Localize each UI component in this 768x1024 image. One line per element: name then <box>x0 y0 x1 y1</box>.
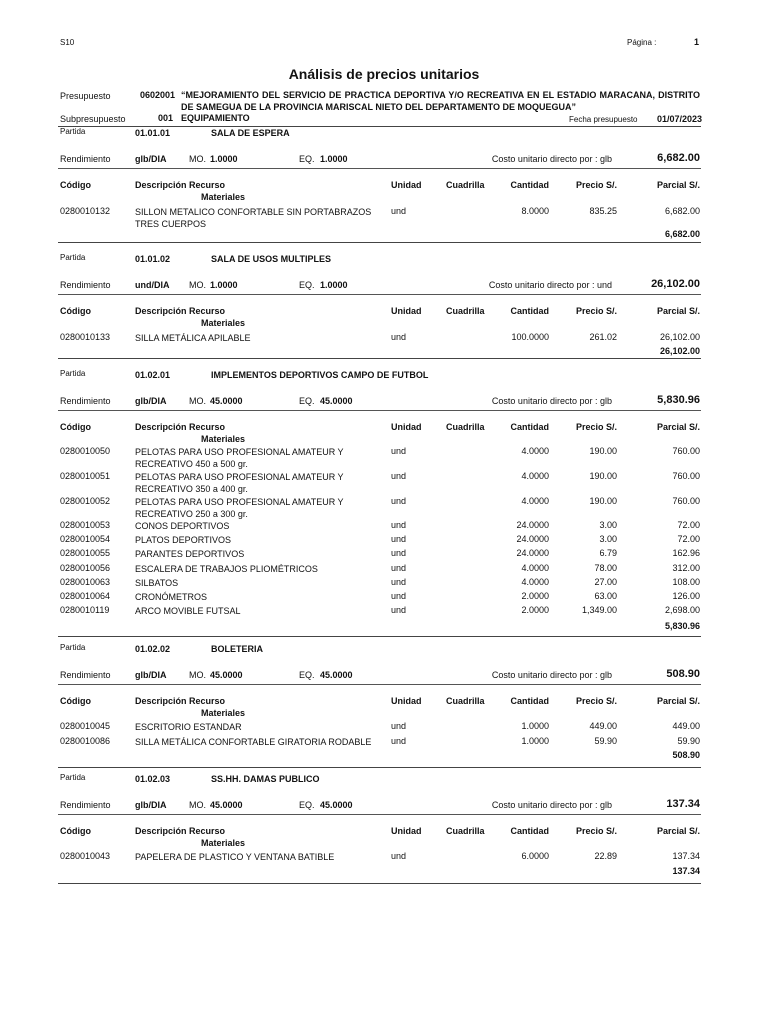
item-quantity: 4.0000 <box>521 577 549 587</box>
rendimiento-divider <box>58 814 701 815</box>
item-quantity: 1.0000 <box>521 721 549 731</box>
partida-label: Partida <box>60 127 86 136</box>
eq-value: 1.0000 <box>320 280 348 290</box>
cost-value: 6,682.00 <box>657 152 700 164</box>
col-precio: Precio S/. <box>575 826 617 836</box>
partida-divider <box>58 883 701 884</box>
col-parcial: Parcial S/. <box>656 422 700 432</box>
item-unit: und <box>391 605 407 615</box>
rendimiento-unit: glb/DIA <box>135 396 167 406</box>
fecha-label: Fecha presupuesto <box>569 115 638 124</box>
col-cantidad: Cantidad <box>510 826 549 836</box>
item-code: 0280010054 <box>60 534 111 544</box>
partida-divider <box>58 636 701 637</box>
page-title: Análisis de precios unitarios <box>288 66 480 82</box>
item-quantity: 4.0000 <box>521 496 549 506</box>
partida-code: 01.01.01 <box>135 128 171 138</box>
col-descripcion: Descripción Recurso <box>135 306 226 316</box>
mo-label: MO. <box>189 280 206 290</box>
partida-divider <box>58 767 701 768</box>
item-description: PELOTAS PARA USO PROFESIONAL AMATEUR Y RECREATIVO 250 a 300 gr. <box>135 497 344 519</box>
item-partial: 312.00 <box>672 563 700 573</box>
item-description: SILBATOS <box>135 578 179 588</box>
col-descripcion: Descripción Recurso <box>135 422 226 432</box>
item-description: ARCO MOVIBLE FUTSAL <box>135 606 241 616</box>
item-unit: und <box>391 206 407 216</box>
item-unit: und <box>391 563 407 573</box>
item-quantity: 100.0000 <box>511 332 549 342</box>
item-partial: 26,102.00 <box>659 332 700 342</box>
cost-label: Costo unitario directo por : glb <box>491 396 612 406</box>
item-code: 0280010063 <box>60 577 111 587</box>
item-code: 0280010050 <box>60 446 111 456</box>
rendimiento-unit: glb/DIA <box>135 154 167 164</box>
item-unit: und <box>391 534 407 544</box>
report-code: S10 <box>60 38 75 47</box>
mo-label: MO. <box>189 396 206 406</box>
item-description: CONOS DEPORTIVOS <box>135 521 230 531</box>
cost-label: Costo unitario directo por : glb <box>491 154 612 164</box>
col-unidad: Unidad <box>391 422 422 432</box>
partida-divider <box>58 358 701 359</box>
col-cantidad: Cantidad <box>510 422 549 432</box>
eq-label: EQ. <box>299 154 315 164</box>
item-price: 190.00 <box>589 471 617 481</box>
item-price: 3.00 <box>599 520 617 530</box>
partida-code: 01.02.01 <box>135 370 171 380</box>
cost-value: 26,102.00 <box>651 278 700 290</box>
partida-label: Partida <box>60 253 86 262</box>
item-unit: und <box>391 471 407 481</box>
item-partial: 72.00 <box>677 534 700 544</box>
item-partial: 126.00 <box>672 591 700 601</box>
item-code: 0280010055 <box>60 548 111 558</box>
rendimiento-unit: glb/DIA <box>135 800 167 810</box>
cost-value: 5,830.96 <box>657 394 700 406</box>
header-divider <box>58 126 701 127</box>
presupuesto-description: “MEJORAMIENTO DEL SERVICIO DE PRACTICA DEPORTIVA Y/O RECREATIVA EN EL ESTADIO MARACANA, DISTRITO DE SAMEGUA DE LA PROVINCIA MARISCAL NIETO DEL DEPARTAMENTO DE MOQUEGUA” <box>181 90 700 112</box>
subtotal-value: 6,682.00 <box>664 229 700 239</box>
mo-label: MO. <box>189 800 206 810</box>
item-unit: und <box>391 496 407 506</box>
item-description: SILLA METÁLICA APILABLE <box>135 333 251 343</box>
partida-label: Partida <box>60 773 86 782</box>
partida-divider <box>58 242 701 243</box>
item-unit: und <box>391 548 407 558</box>
item-price: 78.00 <box>594 563 617 573</box>
rendimiento-label: Rendimiento <box>60 800 111 810</box>
item-partial: 72.00 <box>677 520 700 530</box>
subpresupuesto-code: 001 <box>158 113 174 123</box>
item-quantity: 2.0000 <box>521 591 549 601</box>
presupuesto-code: 0602001 <box>140 90 176 100</box>
partida-code: 01.02.02 <box>135 644 171 654</box>
item-description: PLATOS DEPORTIVOS <box>135 535 232 545</box>
item-unit: und <box>391 577 407 587</box>
page-number: 1 <box>694 37 700 47</box>
cost-label: Costo unitario directo por : glb <box>491 800 612 810</box>
presupuesto-label: Presupuesto <box>60 91 111 101</box>
item-price: 59.90 <box>594 736 617 746</box>
item-quantity: 8.0000 <box>521 206 549 216</box>
mo-value: 45.0000 <box>210 396 243 406</box>
mo-value: 45.0000 <box>210 800 243 810</box>
col-unidad: Unidad <box>391 180 422 190</box>
col-precio: Precio S/. <box>575 306 617 316</box>
col-cantidad: Cantidad <box>510 180 549 190</box>
col-cantidad: Cantidad <box>510 696 549 706</box>
partida-name: IMPLEMENTOS DEPORTIVOS CAMPO DE FUTBOL <box>211 370 429 380</box>
cost-label: Costo unitario directo por : glb <box>491 670 612 680</box>
col-precio: Precio S/. <box>575 696 617 706</box>
item-price: 835.25 <box>589 206 617 216</box>
materiales-label: Materiales <box>201 192 246 202</box>
item-unit: und <box>391 520 407 530</box>
col-codigo: Código <box>60 422 91 432</box>
materiales-label: Materiales <box>201 838 246 848</box>
subtotal-value: 137.34 <box>672 866 700 876</box>
col-codigo: Código <box>60 306 91 316</box>
mo-label: MO. <box>189 670 206 680</box>
item-price: 190.00 <box>589 446 617 456</box>
item-partial: 760.00 <box>672 496 700 506</box>
item-quantity: 24.0000 <box>516 534 549 544</box>
item-partial: 6,682.00 <box>664 206 700 216</box>
item-description: PELOTAS PARA USO PROFESIONAL AMATEUR Y RECREATIVO 450 a 500 gr. <box>135 447 344 469</box>
col-unidad: Unidad <box>391 306 422 316</box>
materiales-label: Materiales <box>201 434 246 444</box>
partida-name: BOLETERIA <box>211 644 264 654</box>
item-quantity: 24.0000 <box>516 548 549 558</box>
item-price: 1,349.00 <box>581 605 617 615</box>
item-code: 0280010056 <box>60 563 111 573</box>
eq-value: 1.0000 <box>320 154 348 164</box>
item-price: 190.00 <box>589 496 617 506</box>
subtotal-value: 26,102.00 <box>659 346 700 356</box>
eq-value: 45.0000 <box>320 670 353 680</box>
rendimiento-divider <box>58 294 701 295</box>
eq-label: EQ. <box>299 670 315 680</box>
item-description: PARANTES DEPORTIVOS <box>135 549 245 559</box>
rendimiento-unit: und/DIA <box>135 280 170 290</box>
item-code: 0280010133 <box>60 332 111 342</box>
eq-value: 45.0000 <box>320 800 353 810</box>
rendimiento-divider <box>58 168 701 169</box>
materiales-label: Materiales <box>201 318 246 328</box>
col-cuadrilla: Cuadrilla <box>446 306 485 316</box>
item-quantity: 4.0000 <box>521 563 549 573</box>
item-code: 0280010043 <box>60 851 111 861</box>
col-cuadrilla: Cuadrilla <box>446 696 485 706</box>
rendimiento-divider <box>58 684 701 685</box>
item-code: 0280010052 <box>60 496 111 506</box>
item-unit: und <box>391 851 407 861</box>
item-partial: 760.00 <box>672 471 700 481</box>
col-cuadrilla: Cuadrilla <box>446 180 485 190</box>
partida-code: 01.02.03 <box>135 774 171 784</box>
item-description: ESCRITORIO ESTANDAR <box>135 722 242 732</box>
cost-label: Costo unitario directo por : und <box>488 280 612 290</box>
item-price: 22.89 <box>594 851 617 861</box>
col-unidad: Unidad <box>391 696 422 706</box>
item-partial: 59.90 <box>677 736 700 746</box>
item-partial: 108.00 <box>672 577 700 587</box>
item-quantity: 4.0000 <box>521 446 549 456</box>
item-code: 0280010132 <box>60 206 111 216</box>
rendimiento-label: Rendimiento <box>60 670 111 680</box>
col-parcial: Parcial S/. <box>656 306 700 316</box>
col-descripcion: Descripción Recurso <box>135 696 226 706</box>
item-code: 0280010053 <box>60 520 111 530</box>
col-codigo: Código <box>60 180 91 190</box>
item-price: 63.00 <box>594 591 617 601</box>
item-code: 0280010119 <box>60 605 110 615</box>
item-unit: und <box>391 721 407 731</box>
item-price: 6.79 <box>599 548 617 558</box>
item-code: 0280010045 <box>60 721 111 731</box>
partida-name: SALA DE ESPERA <box>211 128 290 138</box>
eq-value: 45.0000 <box>320 396 353 406</box>
subtotal-value: 508.90 <box>672 750 700 760</box>
col-parcial: Parcial S/. <box>656 180 700 190</box>
item-quantity: 24.0000 <box>516 520 549 530</box>
item-price: 3.00 <box>599 534 617 544</box>
mo-value: 1.0000 <box>210 154 238 164</box>
item-quantity: 2.0000 <box>521 605 549 615</box>
subtotal-value: 5,830.96 <box>664 621 700 631</box>
rendimiento-unit: glb/DIA <box>135 670 167 680</box>
partida-label: Partida <box>60 369 86 378</box>
cost-value: 137.34 <box>666 798 700 810</box>
eq-label: EQ. <box>299 800 315 810</box>
fecha-value: 01/07/2023 <box>657 114 703 124</box>
item-partial: 449.00 <box>672 721 700 731</box>
item-unit: und <box>391 446 407 456</box>
col-descripcion: Descripción Recurso <box>135 180 226 190</box>
partida-name: SS.HH. DAMAS PUBLICO <box>211 774 320 784</box>
rendimiento-label: Rendimiento <box>60 280 111 290</box>
eq-label: EQ. <box>299 396 315 406</box>
rendimiento-divider <box>58 410 701 411</box>
item-price: 449.00 <box>589 721 617 731</box>
item-description: PAPELERA DE PLASTICO Y VENTANA BATIBLE <box>135 852 335 862</box>
item-quantity: 4.0000 <box>521 471 549 481</box>
item-partial: 137.34 <box>672 851 700 861</box>
col-parcial: Parcial S/. <box>656 826 700 836</box>
partida-name: SALA DE USOS MULTIPLES <box>211 254 332 264</box>
partida-code: 01.01.02 <box>135 254 171 264</box>
mo-value: 45.0000 <box>210 670 243 680</box>
col-cuadrilla: Cuadrilla <box>446 826 485 836</box>
cost-value: 508.90 <box>666 668 700 680</box>
col-cuadrilla: Cuadrilla <box>446 422 485 432</box>
item-unit: und <box>391 736 407 746</box>
item-unit: und <box>391 591 407 601</box>
subpresupuesto-label: Subpresupuesto <box>60 114 126 124</box>
item-price: 261.02 <box>589 332 617 342</box>
materiales-label: Materiales <box>201 708 246 718</box>
item-description: CRONÓMETROS <box>135 592 207 602</box>
rendimiento-label: Rendimiento <box>60 154 111 164</box>
col-cantidad: Cantidad <box>510 306 549 316</box>
col-descripcion: Descripción Recurso <box>135 826 226 836</box>
item-unit: und <box>391 332 407 342</box>
item-description: PELOTAS PARA USO PROFESIONAL AMATEUR Y RECREATIVO 350 a 400 gr. <box>135 472 344 494</box>
mo-value: 1.0000 <box>210 280 238 290</box>
item-code: 0280010051 <box>60 471 111 481</box>
col-precio: Precio S/. <box>575 180 617 190</box>
col-codigo: Código <box>60 826 91 836</box>
mo-label: MO. <box>189 154 206 164</box>
col-parcial: Parcial S/. <box>656 696 700 706</box>
item-price: 27.00 <box>594 577 617 587</box>
col-unidad: Unidad <box>391 826 422 836</box>
item-code: 0280010086 <box>60 736 111 746</box>
eq-label: EQ. <box>299 280 315 290</box>
subpresupuesto-description: EQUIPAMIENTO <box>181 113 250 123</box>
item-description: SILLA METÁLICA CONFORTABLE GIRATORIA RODABLE <box>135 737 372 747</box>
item-code: 0280010064 <box>60 591 111 601</box>
item-description: ESCALERA DE TRABAJOS PLIOMÉTRICOS <box>135 564 318 574</box>
page-label: Página : <box>627 38 657 47</box>
item-quantity: 6.0000 <box>521 851 549 861</box>
item-partial: 162.96 <box>672 548 700 558</box>
item-partial: 760.00 <box>672 446 700 456</box>
item-quantity: 1.0000 <box>521 736 549 746</box>
col-precio: Precio S/. <box>575 422 617 432</box>
col-codigo: Código <box>60 696 91 706</box>
item-description: SILLON METALICO CONFORTABLE SIN PORTABRAZOS TRES CUERPOS <box>135 207 372 229</box>
rendimiento-label: Rendimiento <box>60 396 111 406</box>
item-partial: 2,698.00 <box>664 605 700 615</box>
partida-label: Partida <box>60 643 86 652</box>
